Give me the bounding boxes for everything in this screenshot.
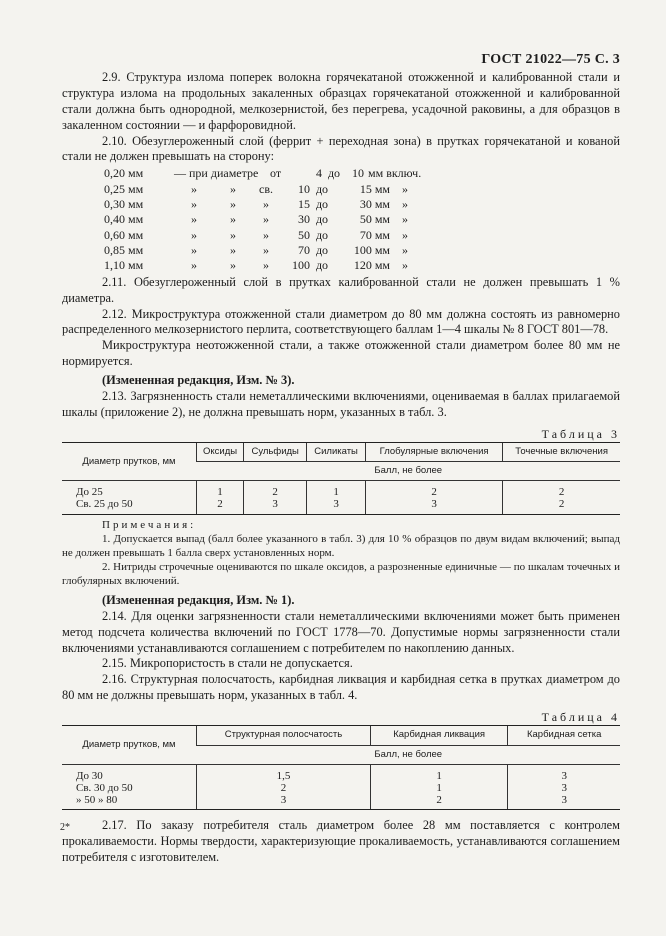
decarb-row: 0,25 мм » » св. 10 до 15 мм » <box>104 181 408 196</box>
clause-2-17: 2.17. По заказу потребителя сталь диаметром более 28 мм поставляется с контролем прокаливаемости. Нормы твердости, характеризующие прокаливаемость, устанавливаются соглашением потребителя с изготовителем. <box>62 817 620 864</box>
table-3 <box>62 442 620 515</box>
decarb-row: 0,40 мм » » » 30 до 50 мм » <box>104 212 408 227</box>
table3-col-point: Точечные включения <box>503 443 620 462</box>
decarb-row: 0,20 мм — при диаметре от 4 до 10 мм включ. <box>104 166 422 181</box>
table-row: До 30 Св. 30 до 50 » 50 » 80 1,5 2 3 1 1 2 3 3 3 <box>62 764 620 809</box>
clause-2-16: 2.16. Структурная полосчатость, карбидная ликвация и карбидная сетка в прутках диаметром до 80 мм не должны превышать норм, указанных в табл. 4. <box>62 672 620 703</box>
clause-2-11: 2.11. Обезуглероженный слой в прутках калиброванной стали не должен превышать 1 % диаметра. <box>62 274 620 305</box>
table4-col-network: Карбидная сетка <box>508 726 620 745</box>
decarb-row: 0,60 мм » » » 50 до 70 мм » <box>104 227 408 242</box>
notes-title: Примечания: <box>102 518 197 531</box>
table3-caption: Таблица 3 <box>541 426 620 441</box>
note-1: 1. Допускается выпад (балл более указанного в табл. 3) для 10 % образцов по двум видам включений; выпад не должен превышать 1 балла сверх установленных норм. <box>62 532 620 559</box>
clause-2-9: 2.9. Структура излома поперек волокна горячекатаной отожженной и калиброванной стали и структура излома на продольных закаленных образцах горячекатаной отожженной и калиброванной стали должна быть однородной, мелкозернистой, без перегрева, усадочной раковины, а для образцов в закаленном состоянии — и фарфоровидной. <box>62 70 620 132</box>
decarb-row: 1,10 мм » » » 100 до 120 мм » <box>104 258 408 273</box>
table4-col-banding: Структурная полосчатость <box>197 726 371 745</box>
table3-notes <box>62 518 620 588</box>
note-2: 2. Нитриды строчечные оцениваются по шкале оксидов, а разрозненные единичные — по шкалам точечных и глобулярных включений. <box>62 560 620 587</box>
decarb-list <box>104 166 620 274</box>
clause-2-12: 2.12. Микроструктура отожженной стали диаметром до 80 мм должна состоять из равномерно распределенного мелкозернистого перлита, соответствующего баллам 1—4 шкалы № 8 ГОСТ 801—78. <box>62 306 620 337</box>
clause-micro: Микроструктура неотожженной стали, а также отожженной стали диаметром более 80 мм не нормируется. <box>62 338 620 369</box>
table3-col-sulfides: Сульфиды <box>244 443 307 462</box>
table4-caption: Таблица 4 <box>541 710 620 725</box>
clause-2-13: 2.13. Загрязненность стали неметаллическими включениями, оцениваемая в баллах прилагаемой шкалы (приложение 2), не должна превышать норм, указанных в табл. 3. <box>62 388 620 419</box>
table4-col-segregation: Карбидная ликвация <box>370 726 507 745</box>
table4-col-diam: Диаметр прутков, мм <box>62 726 197 764</box>
document-body <box>62 70 620 866</box>
edit-note-1: (Измененная редакция, Изм. № 1). <box>102 592 295 607</box>
page-footer: 2* <box>60 822 70 833</box>
table4-subheader: Балл, не более <box>197 745 621 764</box>
table-4 <box>62 725 620 810</box>
table3-col-oxides: Оксиды <box>197 443 244 462</box>
clause-2-14: 2.14. Для оценки загрязненности стали неметаллическими включениями может быть применен метод подсчета количества включений по ГОСТ 1778—70. Допустимые нормы загрязненности стали включениями устанавливаются соглашением с потребителем по накоплению данных. <box>62 608 620 655</box>
clause-2-15: 2.15. Микропористость в стали не допускается. <box>102 656 353 671</box>
edit-note-3: (Измененная редакция, Изм. № 3). <box>102 373 295 388</box>
table3-col-diam: Диаметр прутков, мм <box>62 443 197 481</box>
table3-col-silicates: Силикаты <box>307 443 366 462</box>
decarb-row: 0,85 мм » » » 70 до 100 мм » <box>104 243 408 258</box>
page-header: ГОСТ 21022—75 С. 3 <box>481 52 620 67</box>
table3-subheader: Балл, не более <box>197 462 621 481</box>
table3-col-globular: Глобулярные включения <box>365 443 502 462</box>
table-row: До 25 Св. 25 до 50 1 2 2 3 1 3 2 3 2 2 <box>62 481 620 514</box>
decarb-row: 0,30 мм » » » 15 до 30 мм » <box>104 196 408 211</box>
clause-2-10: 2.10. Обезуглероженный слой (феррит + переходная зона) в прутках горячекатаной и кованой стали не должен превышать на сторону: <box>62 133 620 164</box>
